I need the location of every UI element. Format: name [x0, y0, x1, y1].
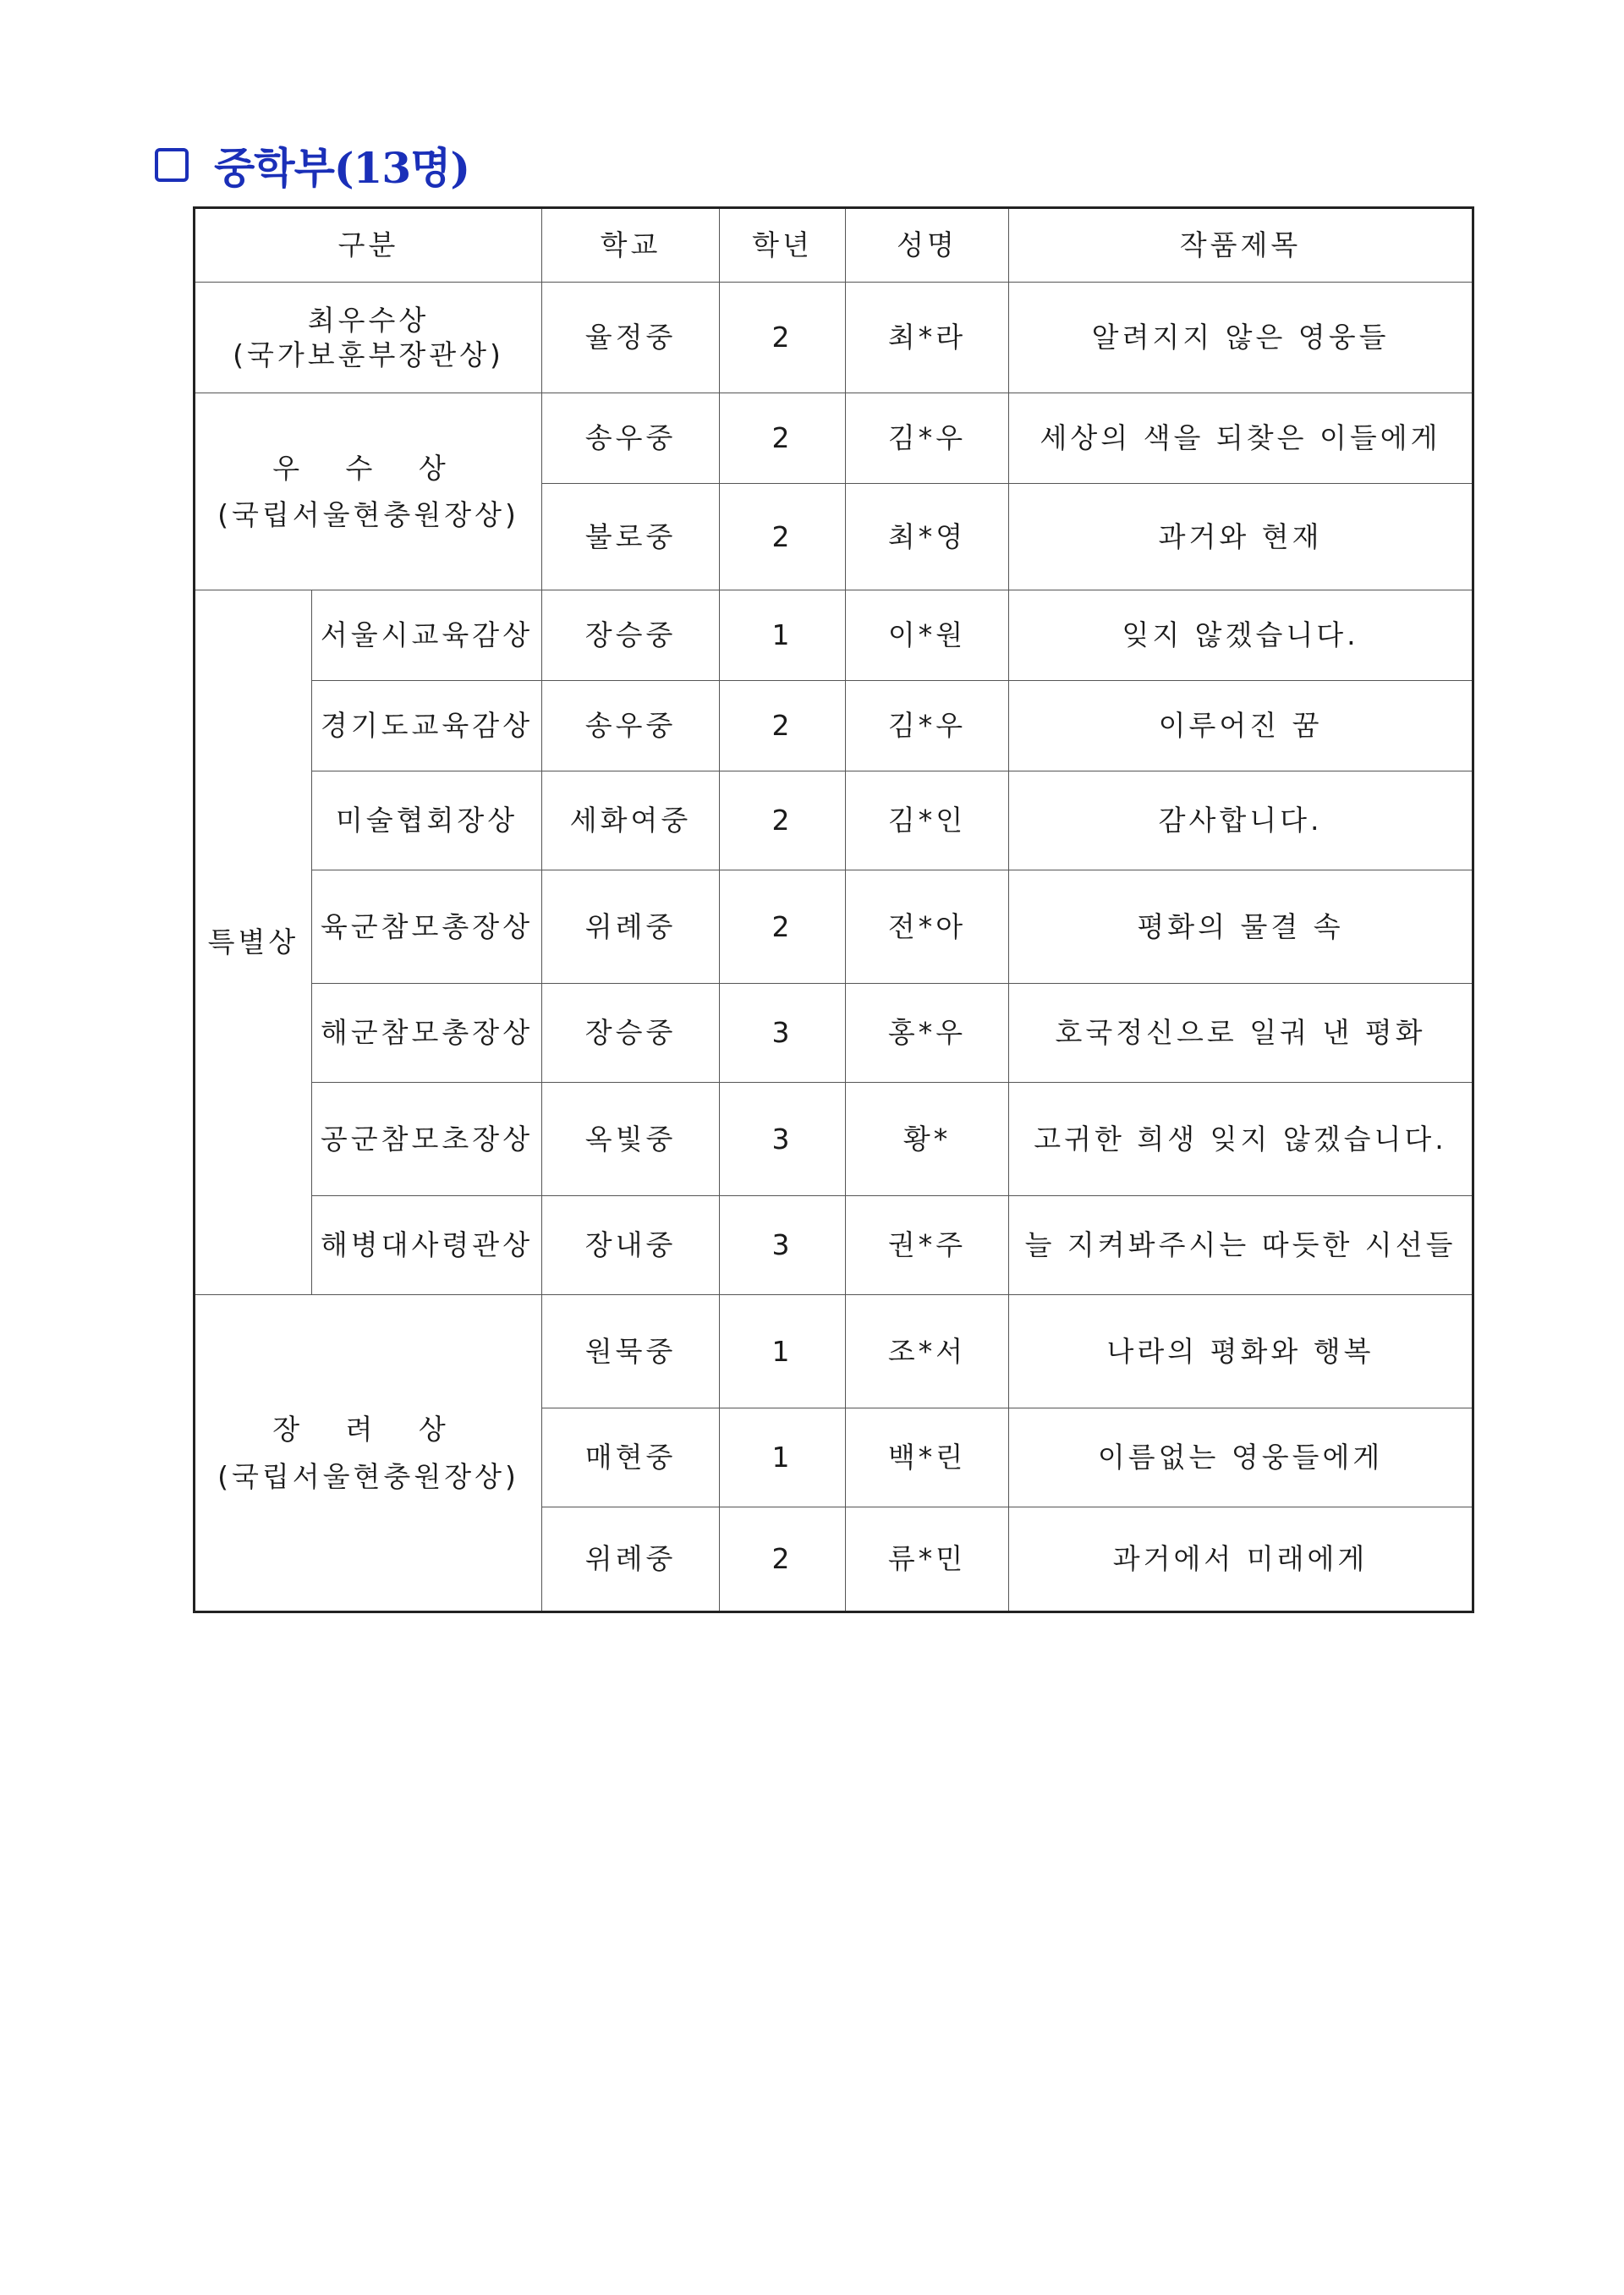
award-cell: 해병대사령관상 [312, 1196, 542, 1295]
school-cell: 장승중 [542, 984, 720, 1083]
grade-cell: 2 [720, 870, 846, 984]
category-excellence [195, 393, 542, 590]
school-cell: 송우중 [542, 393, 720, 484]
name-cell: 이*원 [846, 590, 1009, 681]
school-cell: 장내중 [542, 1196, 720, 1295]
school-cell: 송우중 [542, 681, 720, 771]
table-row [195, 393, 1473, 484]
school-cell: 옥빛중 [542, 1083, 720, 1196]
school-cell: 불로중 [542, 484, 720, 590]
category-sublabel: (국립서울현충원장상) [217, 1459, 519, 1493]
category-label: 장 려 상 [272, 1413, 464, 1447]
table-row [195, 771, 1473, 870]
table-row [195, 590, 1473, 681]
award-cell: 미술협회장상 [312, 771, 542, 870]
grade-cell: 3 [720, 984, 846, 1083]
grade-cell: 2 [720, 1507, 846, 1612]
table-row [195, 984, 1473, 1083]
grade-cell: 2 [720, 393, 846, 484]
name-cell: 전*아 [846, 870, 1009, 984]
title-cell: 감사합니다. [1009, 771, 1473, 870]
table-row [195, 1196, 1473, 1295]
grade-cell: 2 [720, 283, 846, 393]
name-cell: 홍*우 [846, 984, 1009, 1083]
school-cell: 원묵중 [542, 1295, 720, 1408]
school-cell: 위례중 [542, 1507, 720, 1612]
title-cell: 세상의 색을 되찾은 이들에게 [1009, 393, 1473, 484]
table-row [195, 1295, 1473, 1408]
title-cell: 평화의 물결 속 [1009, 870, 1473, 984]
title-cell: 과거와 현재 [1009, 484, 1473, 590]
name-cell: 류*민 [846, 1507, 1009, 1612]
name-cell: 최*라 [846, 283, 1009, 393]
grade-cell: 2 [720, 771, 846, 870]
grade-cell: 3 [720, 1196, 846, 1295]
table-row [195, 283, 1473, 393]
category-special: 특별상 [195, 590, 312, 1295]
category-label: 최우수상 [307, 303, 430, 337]
title-cell: 호국정신으로 일궈 낸 평화 [1009, 984, 1473, 1083]
header-name: 성명 [846, 208, 1009, 283]
school-cell: 세화여중 [542, 771, 720, 870]
award-cell: 공군참모초장상 [312, 1083, 542, 1196]
school-cell: 매현중 [542, 1408, 720, 1507]
header-category: 구분 [195, 208, 542, 283]
category-encouragement [195, 1295, 542, 1612]
grade-cell: 2 [720, 681, 846, 771]
category-label: 우 수 상 [272, 451, 464, 485]
school-cell: 율정중 [542, 283, 720, 393]
title-cell: 늘 지켜봐주시는 따듯한 시선들 [1009, 1196, 1473, 1295]
award-cell: 육군참모총장상 [312, 870, 542, 984]
grade-cell: 1 [720, 590, 846, 681]
award-cell: 해군참모총장상 [312, 984, 542, 1083]
title-cell: 잊지 않겠습니다. [1009, 590, 1473, 681]
category-sublabel: (국가보훈부장관상) [233, 338, 504, 371]
checkbox-icon [155, 148, 189, 182]
awards-table [193, 206, 1474, 1613]
table-row [195, 870, 1473, 984]
name-cell: 권*주 [846, 1196, 1009, 1295]
category-sublabel: (국립서울현충원장상) [217, 498, 519, 531]
school-cell: 위례중 [542, 870, 720, 984]
table-row [195, 1083, 1473, 1196]
name-cell: 조*서 [846, 1295, 1009, 1408]
name-cell: 김*인 [846, 771, 1009, 870]
table-header-row [195, 208, 1473, 283]
title-cell: 이름없는 영웅들에게 [1009, 1408, 1473, 1507]
header-school: 학교 [542, 208, 720, 283]
section-heading [155, 135, 469, 195]
title-cell: 고귀한 희생 잊지 않겠습니다. [1009, 1083, 1473, 1196]
grade-cell: 2 [720, 484, 846, 590]
award-cell: 경기도교육감상 [312, 681, 542, 771]
table-row [195, 681, 1473, 771]
title-cell: 과거에서 미래에게 [1009, 1507, 1473, 1612]
category-grand-prize [195, 283, 542, 393]
title-cell: 알려지지 않은 영웅들 [1009, 283, 1473, 393]
title-cell: 나라의 평화와 행복 [1009, 1295, 1473, 1408]
name-cell: 최*영 [846, 484, 1009, 590]
header-grade: 학년 [720, 208, 846, 283]
header-work-title: 작품제목 [1009, 208, 1473, 283]
grade-cell: 1 [720, 1295, 846, 1408]
title-cell: 이루어진 꿈 [1009, 681, 1473, 771]
school-cell: 장승중 [542, 590, 720, 681]
grade-cell: 3 [720, 1083, 846, 1196]
section-title: 중학부(13명) [214, 143, 470, 193]
name-cell: 황* [846, 1083, 1009, 1196]
name-cell: 김*우 [846, 681, 1009, 771]
name-cell: 김*우 [846, 393, 1009, 484]
grade-cell: 1 [720, 1408, 846, 1507]
name-cell: 백*린 [846, 1408, 1009, 1507]
award-cell: 서울시교육감상 [312, 590, 542, 681]
